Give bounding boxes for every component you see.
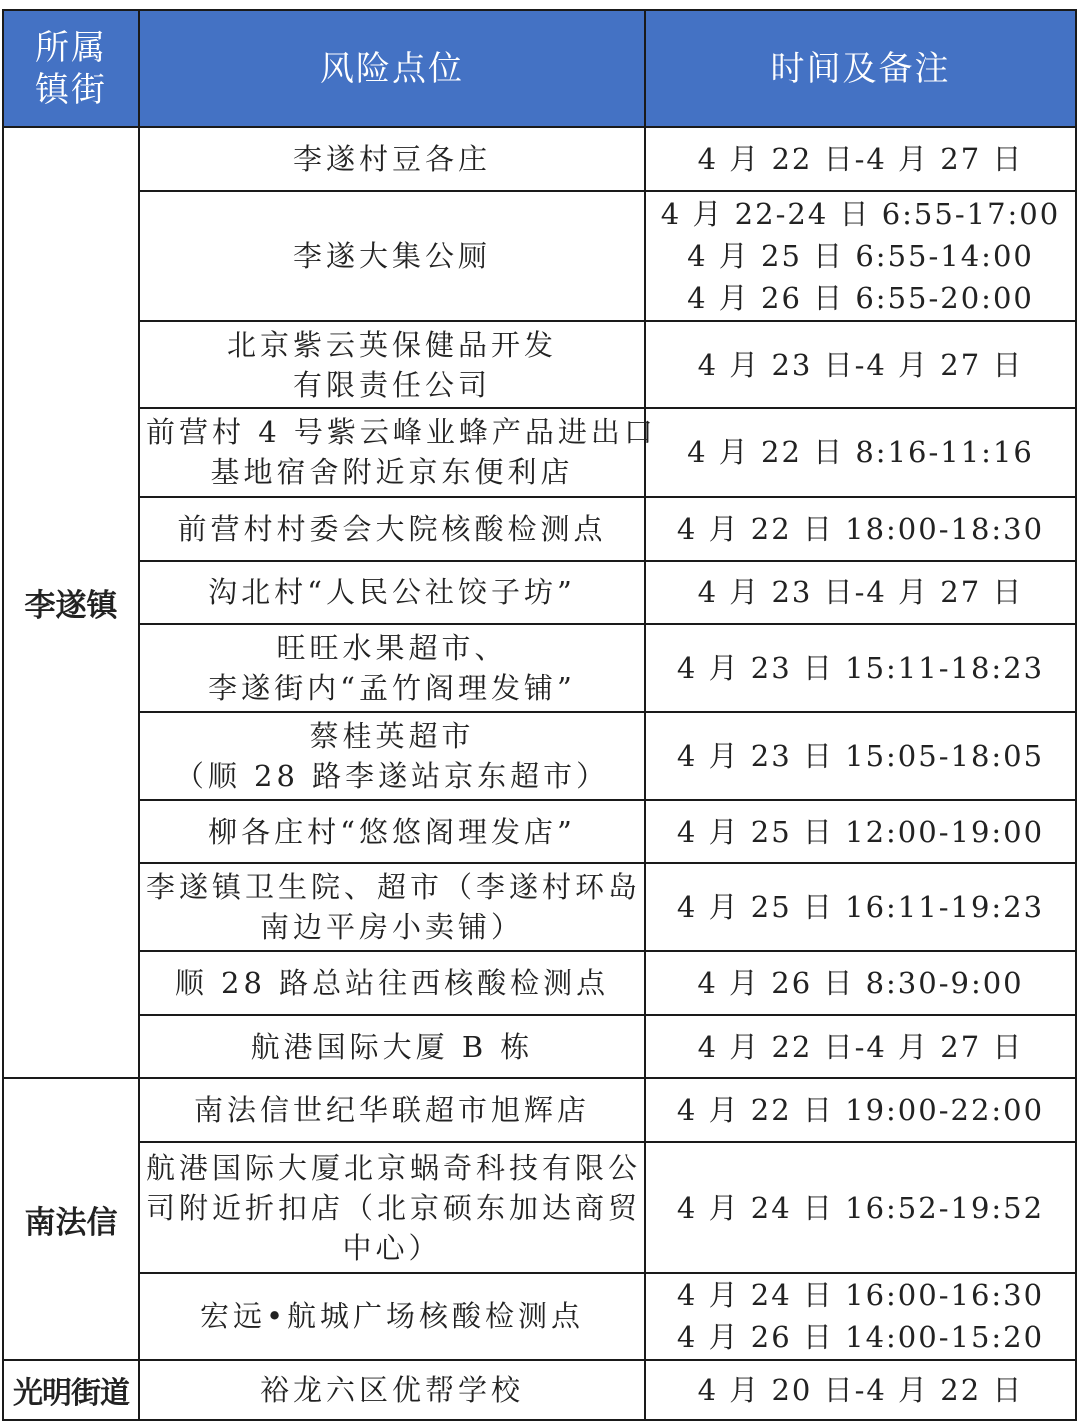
table-row	[3, 1360, 1076, 1420]
location-line: 中心）	[342, 1230, 442, 1265]
risk-locations-table	[2, 9, 1077, 1421]
time-line: 4 月 23 日-4 月 27 日	[697, 347, 1024, 382]
location-cell	[139, 497, 645, 561]
location-cell	[139, 863, 645, 951]
location-line: 李遂镇卫生院、超市（李遂村环岛	[146, 870, 642, 905]
header-town	[3, 10, 139, 127]
location-line: 前营村村委会大院核酸检测点	[177, 511, 607, 546]
table-row	[3, 127, 1076, 191]
table-row	[3, 321, 1076, 408]
location-cell	[139, 561, 645, 624]
location-line: 李遂街内“孟竹阁理发铺”	[208, 670, 576, 705]
time-cell	[645, 951, 1076, 1015]
location-cell	[139, 1142, 645, 1272]
time-line: 4 月 25 日 6:55-14:00	[687, 239, 1034, 274]
time-line: 4 月 23 日 15:11-18:23	[676, 650, 1045, 685]
table-row	[3, 497, 1076, 561]
table-row	[3, 712, 1076, 800]
table-row	[3, 951, 1076, 1015]
header-location: 风险点位	[139, 10, 645, 127]
time-line: 4 月 22-24 日 6:55-17:00	[660, 197, 1061, 232]
time-line: 4 月 22 日 18:00-18:30	[676, 511, 1045, 546]
location-cell	[139, 712, 645, 800]
header-town-line-1: 所属	[35, 27, 107, 68]
header-town-line-2: 镇街	[35, 69, 107, 110]
time-cell	[645, 321, 1076, 408]
time-line: 4 月 25 日 12:00-19:00	[676, 814, 1045, 849]
location-line: 航港国际大厦北京蜗奇科技有限公	[146, 1150, 642, 1185]
location-line: （顺 28 路李遂站京东超市）	[174, 758, 610, 793]
time-cell	[645, 561, 1076, 624]
time-line: 4 月 22 日-4 月 27 日	[697, 1029, 1024, 1064]
location-cell	[139, 800, 645, 863]
location-line: 南法信世纪华联超市旭辉店	[193, 1093, 590, 1128]
location-cell	[139, 624, 645, 712]
location-line: 李遂村豆各庄	[292, 142, 491, 177]
location-line: 裕龙六区优帮学校	[259, 1372, 524, 1407]
location-line: 有限责任公司	[292, 367, 491, 402]
location-line: 顺 28 路总站往西核酸检测点	[174, 966, 610, 1001]
time-line: 4 月 23 日-4 月 27 日	[697, 575, 1024, 610]
time-cell	[645, 408, 1076, 496]
table-row	[3, 561, 1076, 624]
location-cell	[139, 408, 657, 496]
location-line: 李遂大集公厕	[292, 239, 491, 274]
time-cell	[645, 127, 1076, 191]
town-cell-lisui: 李遂镇	[3, 127, 139, 1078]
location-cell	[139, 1273, 645, 1360]
table-row	[3, 1273, 1076, 1360]
time-cell	[645, 1360, 1076, 1420]
location-line: 司附近折扣店（北京硕东加达商贸	[146, 1190, 642, 1225]
time-cell	[645, 191, 1076, 321]
time-line: 4 月 22 日 8:16-11:16	[687, 435, 1034, 470]
time-cell	[645, 1078, 1076, 1142]
time-line: 4 月 22 日 19:00-22:00	[676, 1093, 1045, 1128]
location-cell	[139, 1360, 645, 1420]
location-line: 蔡桂英超市	[309, 718, 475, 753]
location-cell	[139, 191, 645, 321]
time-cell	[645, 624, 1076, 712]
time-line: 4 月 26 日 8:30-9:00	[697, 966, 1024, 1001]
time-cell	[645, 863, 1076, 951]
location-line: 北京紫云英保健品开发	[226, 327, 557, 362]
location-line: 南边平房小卖铺）	[259, 910, 524, 945]
table-row	[3, 191, 1076, 321]
table-row	[3, 408, 1076, 496]
time-cell	[645, 1273, 1076, 1360]
location-line: 柳各庄村“悠悠阁理发店”	[208, 814, 576, 849]
location-line: 航港国际大厦 B 栋	[250, 1029, 534, 1064]
location-cell	[139, 951, 645, 1015]
location-line: 沟北村“人民公社饺子坊”	[208, 575, 576, 610]
table-row	[3, 1015, 1076, 1078]
time-line: 4 月 20 日-4 月 22 日	[697, 1372, 1024, 1407]
town-cell-guangming: 光明街道	[3, 1360, 139, 1420]
time-line: 4 月 26 日 14:00-15:20	[676, 1320, 1045, 1355]
time-cell	[645, 497, 1076, 561]
location-line: 宏远•航城广场核酸检测点	[199, 1299, 585, 1334]
location-cell	[139, 1015, 645, 1078]
time-line: 4 月 24 日 16:00-16:30	[676, 1278, 1045, 1313]
table-header-row	[3, 10, 1076, 127]
location-cell	[139, 127, 645, 191]
time-line: 4 月 24 日 16:52-19:52	[676, 1190, 1045, 1225]
time-line: 4 月 23 日 15:05-18:05	[676, 738, 1045, 773]
header-time: 时间及备注	[645, 10, 1076, 127]
location-line: 基地宿舍附近京东便利店	[210, 455, 574, 490]
table-row	[3, 624, 1076, 712]
time-line: 4 月 25 日 16:11-19:23	[676, 890, 1045, 925]
table-row	[3, 1142, 1076, 1272]
location-line: 旺旺水果超市、	[276, 630, 508, 665]
table-row	[3, 863, 1076, 951]
town-cell-nanfaxin: 南法信	[3, 1078, 139, 1359]
time-line: 4 月 26 日 6:55-20:00	[687, 281, 1034, 316]
location-line: 前营村 4 号紫云峰业蜂产品进出口	[146, 415, 657, 450]
location-cell	[139, 1078, 645, 1142]
time-cell	[645, 800, 1076, 863]
time-line: 4 月 22 日-4 月 27 日	[697, 142, 1024, 177]
time-cell	[645, 1015, 1076, 1078]
location-cell	[139, 321, 645, 408]
time-cell	[645, 712, 1076, 800]
table-row	[3, 800, 1076, 863]
table-row	[3, 1078, 1076, 1142]
time-cell	[645, 1142, 1076, 1272]
